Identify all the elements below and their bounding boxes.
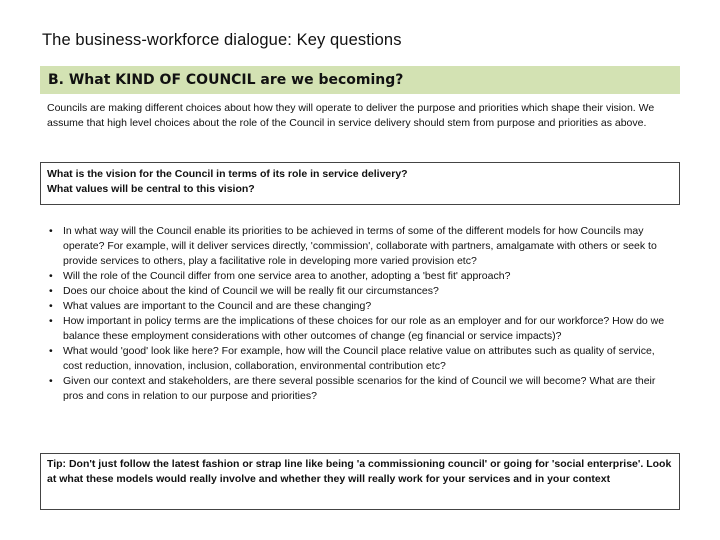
- bullet-marker: •: [49, 270, 53, 282]
- list-item: [45, 374, 675, 404]
- list-item: [45, 314, 675, 344]
- vision-question-box: [40, 162, 680, 205]
- list-item-text: How important in policy terms are the implications of these choices for our role as an employer and for our workforce? How do we balance these employment considerations with other outcomes of change (eg financial or service impacts)?: [63, 315, 665, 342]
- list-item-text: In what way will the Council enable its priorities to be achieved in terms of some of the different models for how Councils may operate? For example, will it deliver services directly, 'commission', collaborate with partners, amalgamate with others or seek to provide services to others, play a facilitative role in developing more varied provision etc?: [63, 225, 657, 267]
- list-item-text: What would 'good' look like here? For example, how will the Council place relative value on attributes such as quality of service, cost reduction, innovation, inclusion, collaboration, environmental contribution etc?: [63, 345, 655, 372]
- key-questions-list: [45, 224, 675, 404]
- list-item: [45, 299, 675, 314]
- bullet-marker: •: [49, 285, 53, 297]
- list-item-text: Given our context and stakeholders, are there several possible scenarios for the kind of Council we will become? What are their pros and cons in relation to our purpose and priorities?: [63, 375, 656, 402]
- list-item: [45, 284, 675, 299]
- bullet-marker: •: [49, 375, 53, 387]
- list-item-text: Will the role of the Council differ from one service area to another, adopting a 'best fit' approach?: [63, 270, 511, 282]
- list-item-text: What values are important to the Council and are these changing?: [63, 300, 372, 312]
- slide-title: The business-workforce dialogue: Key questions: [42, 31, 402, 49]
- list-item: [45, 344, 675, 374]
- bullet-marker: •: [49, 225, 53, 237]
- list-item-text: Does our choice about the kind of Council we will be really fit our circumstances?: [63, 285, 439, 297]
- bullet-marker: •: [49, 345, 53, 357]
- list-item: [45, 224, 675, 269]
- list-item: [45, 269, 675, 284]
- vision-question-line-2: What values will be central to this vision?: [47, 183, 255, 195]
- bullet-marker: •: [49, 300, 53, 312]
- vision-question-line-1: What is the vision for the Council in terms of its role in service delivery?: [47, 168, 408, 180]
- bullet-marker: •: [49, 315, 53, 327]
- intro-paragraph: Councils are making different choices about how they will operate to deliver the purpose and priorities which shape their vision. We assume that high level choices about the role of the Council in service delivery should stem from purpose and priorities as above.: [47, 102, 655, 129]
- section-heading-banner: B. What KIND OF COUNCIL are we becoming?: [40, 66, 680, 94]
- tip-box: Tip: Don't just follow the latest fashion or strap line like being 'a commissioning council' or going for 'social enterprise'. Look at what these models would really involve and whether they will really work for your services and in your context: [40, 453, 680, 510]
